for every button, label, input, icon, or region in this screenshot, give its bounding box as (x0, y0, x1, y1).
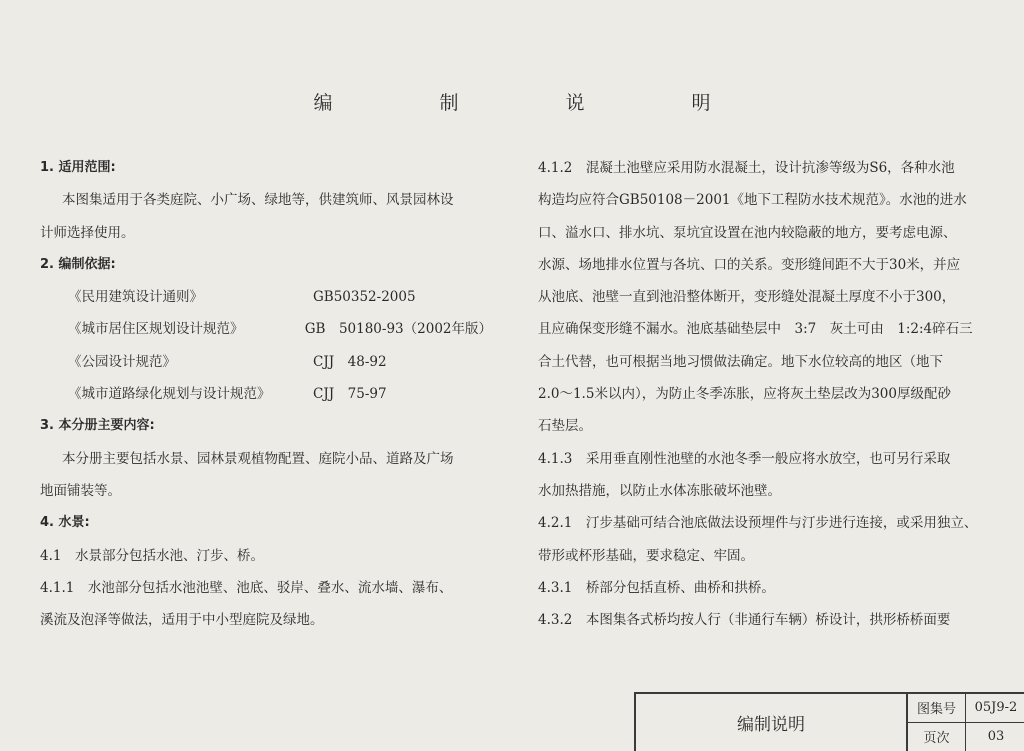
paragraph-line: 4.1.2 混凝土池壁应采用防水混凝土，设计抗渗等级为S6，各种水池 (538, 152, 978, 184)
reference-name: 《公园设计规范》 (68, 346, 313, 378)
paragraph-line: 口、溢水口、排水坑、泵坑宜设置在池内较隐蔽的地方，要考虑电源、 (538, 217, 978, 249)
paragraph-line: 水加热措施，以防止水体冻胀破坏池壁。 (538, 475, 978, 507)
section-heading: 3. 本分册主要内容: (40, 410, 492, 442)
paragraph-line: 地面铺装等。 (40, 475, 492, 507)
right-column (538, 152, 978, 636)
reference-code: GB 50180-93（2002年版） (305, 313, 492, 345)
section-heading: 4. 水景: (40, 507, 492, 539)
paragraph-line: 从池底、池壁一直到池沿整体断开，变形缝处混凝土厚度不小于300， (538, 281, 978, 313)
reference-name: 《民用建筑设计通则》 (68, 281, 313, 313)
paragraph-line: 合土代替，也可根据当地习惯做法确定。地下水位较高的地区（地下 (538, 346, 978, 378)
paragraph-line: 溪流及泡泽等做法，适用于中小型庭院及绿地。 (40, 604, 492, 636)
page-number-value: 03 (966, 723, 1024, 751)
atlas-number-label: 图集号 (908, 694, 966, 723)
section-heading: 1. 适用范围: (40, 152, 492, 184)
reference-item (40, 346, 492, 378)
atlas-number-value: 05J9-2 (966, 694, 1024, 723)
reference-name: 《城市居住区规划设计规范》 (68, 313, 305, 345)
page-title: 编 制 说 明 (0, 88, 1024, 115)
paragraph-line: 计师选择使用。 (40, 217, 492, 249)
title-block (634, 692, 1024, 751)
reference-item (40, 313, 492, 345)
reference-item (40, 378, 492, 410)
paragraph-line: 2.0～1.5米以内），为防止冬季冻胀，应将灰土垫层改为300厚级配砂 (538, 378, 978, 410)
paragraph-line: 4.1 水景部分包括水池、汀步、桥。 (40, 540, 492, 572)
paragraph-line: 石垫层。 (538, 410, 978, 442)
paragraph-line: 4.3.2 本图集各式桥均按人行（非通行车辆）桥设计，拱形桥桥面要 (538, 604, 978, 636)
paragraph-line: 本图集适用于各类庭院、小广场、绿地等，供建筑师、风景园林设 (40, 184, 492, 216)
reference-item (40, 281, 492, 313)
paragraph-line: 且应确保变形缝不漏水。池底基础垫层中 3:7 灰土可由 1:2:4碎石三 (538, 313, 978, 345)
paragraph-line: 4.2.1 汀步基础可结合池底做法设预埋件与汀步进行连接，或采用独立、 (538, 507, 978, 539)
title-block-name: 编制说明 (636, 694, 908, 751)
paragraph-line: 水源、场地排水位置与各坑、口的关系。变形缝间距不大于30米，并应 (538, 249, 978, 281)
paragraph-line: 4.3.1 桥部分包括直桥、曲桥和拱桥。 (538, 572, 978, 604)
reference-code: GB50352-2005 (313, 281, 416, 313)
paragraph-line: 4.1.1 水池部分包括水池池壁、池底、驳岸、叠水、流水墙、瀑布、 (40, 572, 492, 604)
paragraph-line: 带形或杯形基础，要求稳定、牢固。 (538, 540, 978, 572)
reference-code: CJJ 48-92 (313, 346, 387, 378)
reference-name: 《城市道路绿化规划与设计规范》 (68, 378, 313, 410)
reference-code: CJJ 75-97 (313, 378, 387, 410)
left-column (40, 152, 492, 636)
title-block-grid (908, 694, 1024, 751)
paragraph-line: 本分册主要包括水景、园林景观植物配置、庭院小品、道路及广场 (40, 443, 492, 475)
paragraph-line: 构造均应符合GB50108－2001《地下工程防水技术规范》。水池的进水 (538, 184, 978, 216)
section-heading: 2. 编制依据: (40, 249, 492, 281)
page-number-label: 页次 (908, 723, 966, 751)
paragraph-line: 4.1.3 采用垂直刚性池壁的水池冬季一般应将水放空，也可另行采取 (538, 443, 978, 475)
